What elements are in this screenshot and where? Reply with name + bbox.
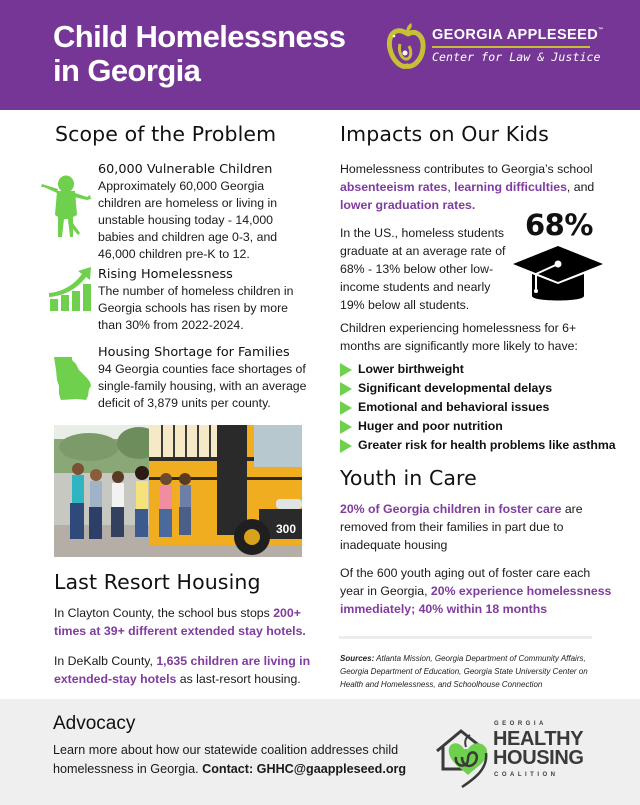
list-item-text: Significant developmental delays xyxy=(358,381,553,395)
aging-out-text xyxy=(340,564,612,618)
scope-item-housing-shortage xyxy=(98,344,308,412)
divider-line xyxy=(339,636,592,639)
foster-care-text xyxy=(340,500,612,554)
advocacy-heading: Advocacy xyxy=(53,713,136,734)
ghhc-logo-line1: HEALTHY xyxy=(493,728,584,750)
impacts-heading: Impacts on Our Kids xyxy=(340,122,549,146)
graduation-cap-icon xyxy=(512,244,604,306)
graduation-stat: 68% xyxy=(525,208,593,242)
list-item xyxy=(340,379,616,398)
page-title-line1: Child Homelessness xyxy=(53,19,346,54)
scope-item-vulnerable-children xyxy=(98,161,308,263)
intro-absenteeism: absenteeism rates xyxy=(340,180,448,194)
impacts-intro xyxy=(340,160,612,214)
list-item-text: Emotional and behavioral issues xyxy=(358,400,550,414)
item-title: Housing Shortage for Families xyxy=(98,345,290,360)
triangle-bullet-icon xyxy=(340,382,352,396)
list-item-text: Huger and poor nutrition xyxy=(358,419,503,433)
rising-chart-icon xyxy=(48,266,92,312)
scope-heading: Scope of the Problem xyxy=(55,122,277,146)
trademark-mark: ™ xyxy=(598,27,604,33)
scope-item-rising-homelessness xyxy=(98,266,308,334)
last-resort-heading: Last Resort Housing xyxy=(54,570,261,594)
dekalb-plain-a: In DeKalb County, xyxy=(54,654,157,668)
advocacy-text xyxy=(53,741,433,779)
intro-plain: Homelessness contributes to Georgia’s school xyxy=(340,162,593,176)
logo-tagline: Center for Law & Justice xyxy=(432,50,601,64)
intro-learning: learning difficulties xyxy=(454,180,567,194)
header-banner xyxy=(0,0,640,110)
logo-name-text: GEORGIA APPLESEED xyxy=(432,27,599,43)
school-bus-photo xyxy=(54,425,302,557)
list-item-text: Lower birthweight xyxy=(358,362,464,376)
georgia-map-icon xyxy=(53,356,93,402)
sources-text: Atlanta Mission, Georgia Department of Community Affairs, Georgia Department of Education, Georgia State University Center on Health and Homelessness, and Schoolhouse Connection xyxy=(340,654,588,689)
foster-highlight: 20% of Georgia children in foster care xyxy=(340,502,562,516)
child-silhouette-icon xyxy=(40,175,92,245)
item-body: 94 Georgia counties face shortages of single-family housing, with an average deficit of 3,879 units per county. xyxy=(98,362,307,410)
ghhc-logo-line2: HOUSING xyxy=(493,747,584,769)
item-title: 60,000 Vulnerable Children xyxy=(98,162,273,177)
dekalb-plain-b: as last-resort housing. xyxy=(176,672,301,686)
sources-label: Sources: xyxy=(340,654,375,663)
georgia-appleseed-logo[interactable] xyxy=(386,22,606,72)
advocacy-body: Learn more about how our statewide coalition addresses child homelessness in Georgia. xyxy=(53,743,399,776)
house-heart-logo-icon xyxy=(434,721,494,791)
intro-end: . xyxy=(471,198,476,212)
triangle-bullet-icon xyxy=(340,420,352,434)
list-item xyxy=(340,360,616,379)
ghhc-logo[interactable] xyxy=(434,721,604,791)
intro-sep: , and xyxy=(566,180,595,194)
advocacy-footer xyxy=(0,699,640,805)
school-bus-illustration xyxy=(54,425,302,557)
ghhc-logo-bottom: COALITION xyxy=(494,772,559,778)
page-title xyxy=(53,20,345,88)
page-title-line2: in Georgia xyxy=(53,53,201,88)
aging-out-highlight: 20% experience homelessness immediately; 40% within 18 months xyxy=(340,584,612,616)
item-title: Rising Homelessness xyxy=(98,267,233,282)
list-item xyxy=(340,436,616,455)
clayton-highlight: 200+ times at 39+ different extended stay hotels. xyxy=(54,606,306,638)
aging-out-plain: Of the 600 youth aging out of foster care each year in Georgia, xyxy=(340,566,591,598)
intro-graduation: lower graduation rates xyxy=(340,198,472,212)
contact-email-link[interactable]: Contact: GHHC@gaappleseed.org xyxy=(202,762,407,776)
triangle-bullet-icon xyxy=(340,363,352,377)
dekalb-highlight: 1,635 children are living in extended-stay hotels xyxy=(54,654,311,686)
logo-org-name xyxy=(432,27,603,43)
triangle-bullet-icon xyxy=(340,401,352,415)
apple-logo-icon xyxy=(386,22,426,70)
triangle-bullet-icon xyxy=(340,439,352,453)
graduation-rate-text: In the US., homeless students graduate at an average rate of 68% - 13% below other low-income students and nearly 19% below all students. xyxy=(340,226,506,312)
clayton-county-text xyxy=(54,604,316,640)
list-item-text: Greater risk for health problems like asthma xyxy=(358,438,616,452)
foster-plain: are removed from their families in part due to inadequate housing xyxy=(340,502,583,552)
svg-text:300: 300 xyxy=(276,522,297,536)
health-risks-list xyxy=(340,360,616,455)
list-item xyxy=(340,417,616,436)
list-item xyxy=(340,398,616,417)
item-body: Approximately 60,000 Georgia children are homeless or living in unstable housing today - 14,000 babies and children age 0-3, and 46,000 children pre-K to 12. xyxy=(98,179,278,261)
item-body: The number of homeless children in Georgia schools has risen by more than 30% from 2022-2024. xyxy=(98,284,294,332)
likely-text: Children experiencing homelessness for 6+ months are significantly more likely to have: xyxy=(340,321,578,353)
sources-note xyxy=(340,652,610,691)
dekalb-county-text xyxy=(54,652,316,688)
intro-sep: , xyxy=(447,180,455,194)
logo-divider xyxy=(432,46,590,48)
ghhc-logo-top: GEORGIA xyxy=(494,721,547,727)
youth-care-heading: Youth in Care xyxy=(340,466,477,490)
clayton-plain: In Clayton County, the school bus stops xyxy=(54,606,274,620)
